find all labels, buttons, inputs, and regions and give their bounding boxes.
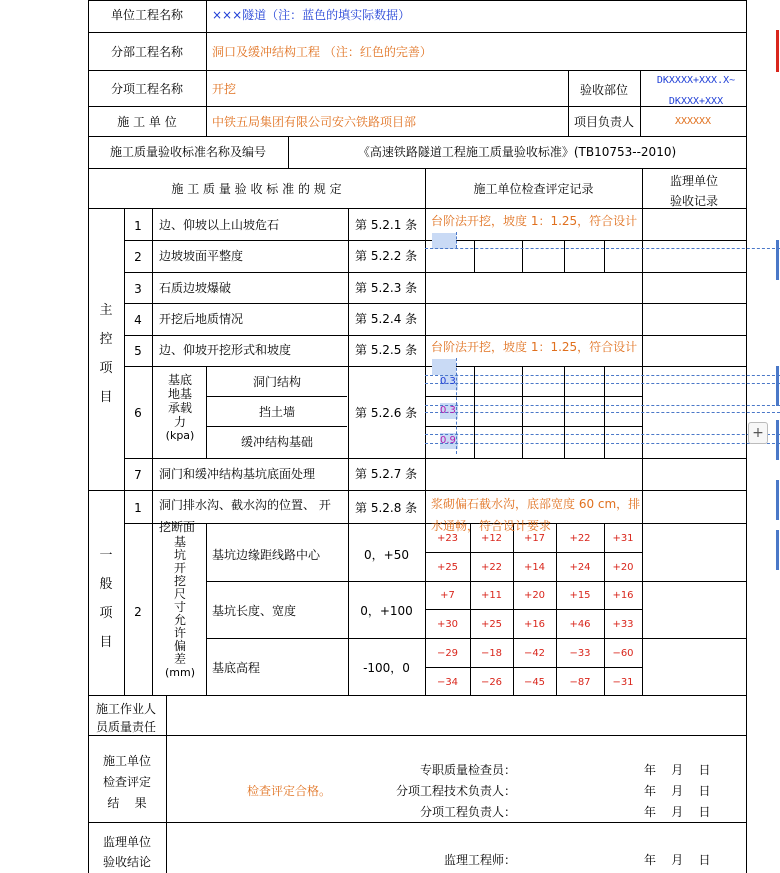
unit-result-value[interactable]: 检查评定合格。 <box>247 784 332 798</box>
row-item: 洞门和缓冲结构基坑底面处理 <box>159 467 316 481</box>
project-manager-value[interactable]: XXXXXX <box>674 116 712 127</box>
measurement-cell[interactable]: +22 <box>480 562 503 573</box>
measurement-cell[interactable]: −33 <box>569 648 591 659</box>
tech-leader-label: 分项工程技术负责人： <box>396 784 517 798</box>
measurement-cell[interactable]: +14 <box>523 562 546 573</box>
tolerance: 0，+100 <box>360 604 413 618</box>
sub-leader-label: 分项工程负责人： <box>420 805 517 819</box>
row-record[interactable]: 浆砌偏石截水沟，底部宽度 60 cm，排 水通畅，符合设计要求 <box>431 497 641 533</box>
measurement-cell[interactable]: −26 <box>480 677 503 688</box>
comment-marker[interactable] <box>776 240 779 280</box>
measurement-cell[interactable]: +20 <box>612 562 634 573</box>
measurement-cell[interactable]: +23 <box>436 533 459 544</box>
row-item: 边坡坡面平整度 <box>159 249 244 263</box>
measurement-cell[interactable]: +12 <box>480 533 503 544</box>
comment-marker[interactable] <box>776 530 779 570</box>
measurement-cell[interactable]: −87 <box>569 677 591 688</box>
measurement-cell[interactable]: +46 <box>569 619 591 630</box>
date-field[interactable]: 年 月 日 <box>644 784 711 798</box>
excavation-tolerance-label: 基坑开挖尺寸允许偏差 <box>173 535 186 666</box>
construction-unit-label: 施 工 单 位 <box>117 115 177 129</box>
measurement-cell[interactable]: −18 <box>480 648 503 659</box>
measurement-cell[interactable]: +15 <box>569 590 591 601</box>
acceptance-part-value[interactable]: DKXXXX+XXX.X~ <box>656 75 736 86</box>
row-number: 2 <box>134 605 142 619</box>
sub-item-name: 基坑长度、宽度 <box>212 604 297 618</box>
sub-item-name: 挡土墙 <box>258 405 295 419</box>
measurement-cell[interactable]: +11 <box>480 590 503 601</box>
row-record[interactable]: 台阶法开挖，坡度 1：1.25，符合设计 <box>431 340 638 354</box>
row-clause: 第 5.2.4 条 <box>355 312 418 326</box>
row-clause: 第 5.2.7 条 <box>355 467 418 481</box>
measurement-cell[interactable]: −60 <box>612 648 634 659</box>
supervisor-engineer-label: 监理工程师： <box>444 853 517 867</box>
row-clause: 第 5.2.1 条 <box>355 218 418 232</box>
sub-item-value[interactable]: 0.3 <box>440 405 456 416</box>
sub-item-value[interactable]: 0.3 <box>440 376 456 387</box>
supervisor-column-header: 监理单位 <box>669 174 718 188</box>
row-number: 7 <box>134 468 142 482</box>
project-manager-label: 项目负责人 <box>573 115 634 129</box>
construction-unit-value[interactable]: 中铁五局集团有限公司安六铁路项目部 <box>212 115 417 129</box>
unit-project-label: 单位工程名称 <box>110 8 183 22</box>
sub-item-name: 基坑边缘距线路中心 <box>212 548 321 562</box>
spec-column-header: 施 工 质 量 验 收 标 准 的 规 定 <box>171 182 342 196</box>
row-record[interactable]: 台阶法开挖，坡度 1：1.25，符合设计 <box>431 214 638 228</box>
worker-responsibility-label: 施工作业人 员质量责任 <box>96 702 157 734</box>
row-clause: 第 5.2.3 条 <box>355 281 418 295</box>
measurement-cell[interactable]: +25 <box>480 619 503 630</box>
measurement-cell[interactable]: −29 <box>436 648 459 659</box>
date-field[interactable]: 年 月 日 <box>644 853 711 867</box>
measurement-cell[interactable]: −31 <box>612 677 634 688</box>
row-clause: 第 5.2.5 条 <box>355 343 418 357</box>
row-item: 洞门排水沟、截水沟的位置、 开 挖断面 <box>159 498 331 534</box>
row-item: 开挖后地质情况 <box>159 312 244 326</box>
unit-project-value[interactable]: ×××隧道（注：蓝色的填实际数据） <box>212 8 411 22</box>
row-item: 石质边坡爆破 <box>159 281 232 295</box>
measurement-cell[interactable]: +31 <box>612 533 634 544</box>
row-number: 1 <box>134 219 142 233</box>
standard-label: 施工质量验收标准名称及编号 <box>109 145 266 159</box>
measurement-cell[interactable]: +16 <box>523 619 546 630</box>
comment-marker[interactable] <box>776 480 779 520</box>
row-clause: 第 5.2.8 条 <box>355 501 418 515</box>
sub-item-name: 缓冲结构基础 <box>240 435 313 449</box>
sub-item-value[interactable]: 0.9 <box>440 435 456 446</box>
row-number: 6 <box>134 406 142 420</box>
comment-marker[interactable] <box>776 366 779 406</box>
row-number: 5 <box>134 344 142 358</box>
row-clause: 第 5.2.6 条 <box>355 406 418 420</box>
measurement-cell[interactable]: +30 <box>436 619 459 630</box>
measurement-cell[interactable]: +7 <box>440 590 455 601</box>
unit-result-label: 施工单位 检查评定 结 果 <box>102 754 151 810</box>
measurement-cell[interactable]: +22 <box>569 533 591 544</box>
supervisor-conclusion-label: 监理单位 验收结论 <box>102 835 151 869</box>
measurement-cell[interactable]: −42 <box>523 648 546 659</box>
acceptance-part-value-2[interactable]: DKXXX+XXX <box>668 96 724 107</box>
selection-highlight <box>432 233 456 249</box>
date-field[interactable]: 年 月 日 <box>644 763 711 777</box>
standard-value: 《高速铁路隧道工程施工质量验收标准》(TB10753--2010) <box>357 145 677 159</box>
measurement-cell[interactable]: +25 <box>436 562 459 573</box>
division-value[interactable]: 洞口及缓冲结构工程 （注：红色的完善） <box>212 45 432 59</box>
row-number: 1 <box>134 501 142 515</box>
tolerance: 0，+50 <box>364 548 409 562</box>
bearing-capacity-unit: (kpa) <box>165 429 195 442</box>
selection-highlight <box>432 359 456 375</box>
sub-item-name: 基底高程 <box>212 661 261 675</box>
general-items-group-label: 一般项目 <box>99 548 113 650</box>
tolerance: -100，0 <box>363 661 410 675</box>
measurement-cell[interactable]: +17 <box>523 533 546 544</box>
bearing-capacity-label: 基底地基承载力 <box>167 373 192 429</box>
comment-marker[interactable] <box>776 420 779 460</box>
qc-inspector-label: 专职质量检查员： <box>420 763 517 777</box>
measurement-cell[interactable]: +33 <box>612 619 634 630</box>
subitem-label: 分项工程名称 <box>110 82 183 96</box>
measurement-cell[interactable]: −34 <box>436 677 459 688</box>
excavation-tolerance-group <box>163 536 197 679</box>
subitem-value[interactable]: 开挖 <box>212 82 237 96</box>
division-label: 分部工程名称 <box>110 45 183 59</box>
main-items-group-label: 主控项目 <box>99 303 113 405</box>
check-record-column-header: 施工单位检查评定记录 <box>473 182 594 196</box>
row-number: 3 <box>134 282 142 296</box>
row-number: 2 <box>134 250 142 264</box>
plus-icon: + <box>752 425 764 441</box>
measurement-cell[interactable]: +20 <box>523 590 546 601</box>
measurement-cell[interactable]: +16 <box>612 590 634 601</box>
acceptance-part-label: 验收部位 <box>579 83 628 97</box>
measurement-cell[interactable]: −45 <box>523 677 546 688</box>
row-item: 边、仰坡开挖形式和坡度 <box>159 343 292 357</box>
date-field[interactable]: 年 月 日 <box>644 805 711 819</box>
excavation-tolerance-unit: (mm) <box>164 666 195 679</box>
row-number: 4 <box>134 313 142 327</box>
sub-item-name: 洞门结构 <box>252 375 301 389</box>
expand-button[interactable] <box>748 422 768 444</box>
bearing-capacity-group <box>160 373 200 443</box>
row-clause: 第 5.2.2 条 <box>355 249 418 263</box>
revision-marker[interactable] <box>776 30 779 72</box>
supervisor-column-header-2: 验收记录 <box>669 194 718 208</box>
row-item: 边、仰坡以上山坡危石 <box>159 218 280 232</box>
measurement-cell[interactable]: +24 <box>569 562 591 573</box>
